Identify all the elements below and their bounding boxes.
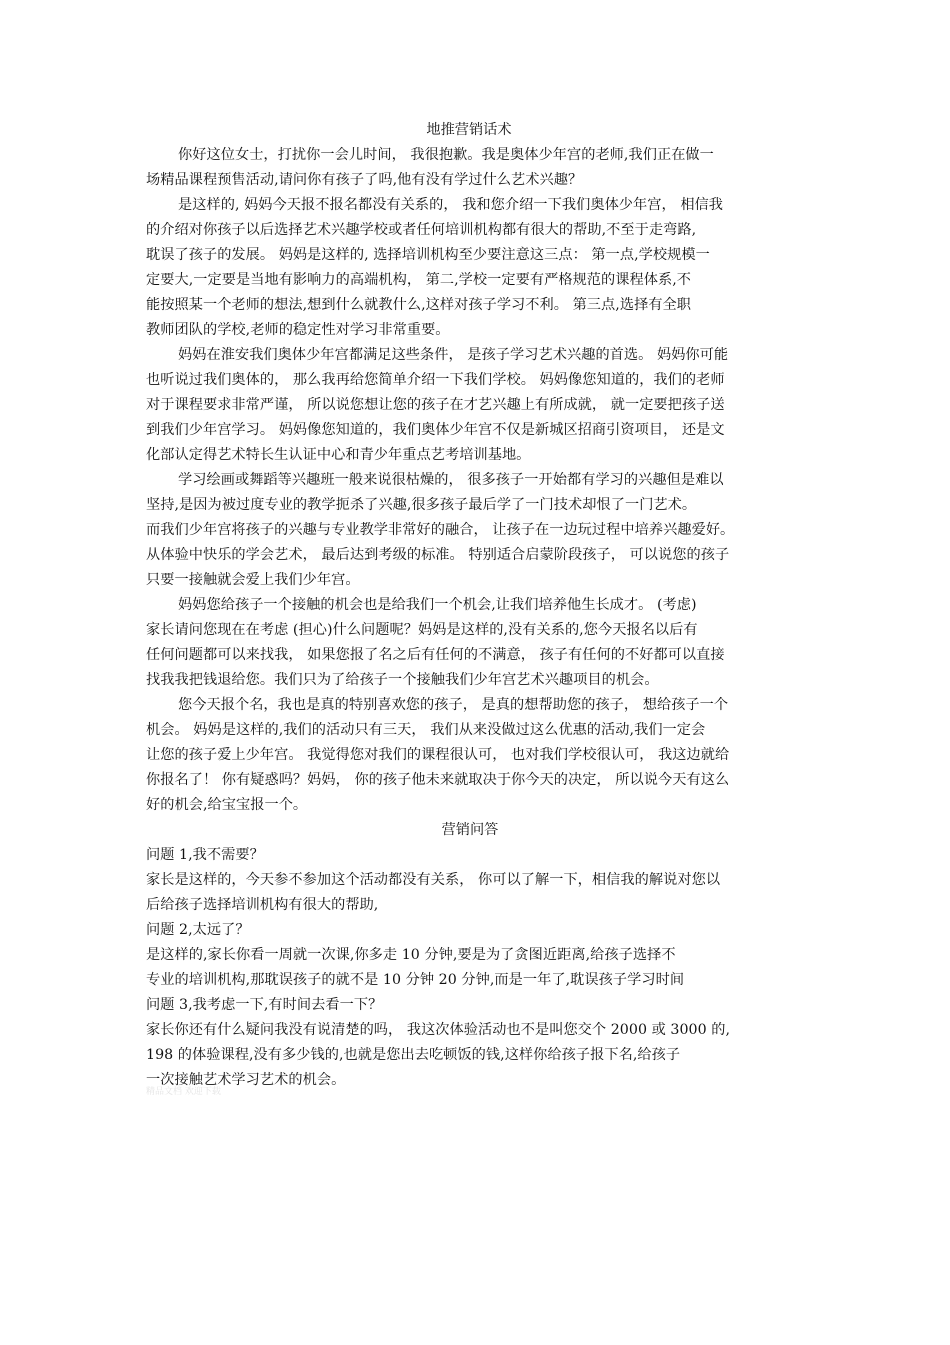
paragraph-line: 好的机会,给宝宝报一个。 xyxy=(146,797,308,813)
paragraph-line: 只要一接触就会爱上我们少年宫。 xyxy=(146,572,360,588)
paragraph-line: 从体验中快乐的学会艺术， 最后达到考级的标准。 特别适合启蒙阶段孩子， 可以说您的孩子 xyxy=(146,547,730,563)
paragraph-line: 坚持,是因为被过度专业的教学扼杀了兴趣,很多孩子最后学了一门技术却恨了一门艺术。 xyxy=(146,497,697,513)
paragraph-line: 对于课程要求非常严谨， 所以说您想让您的孩子在才艺兴趣上有所成就， 就一定要把孩子送 xyxy=(146,397,725,413)
answer-line: 专业的培训机构,那耽误孩子的就不是 10 分钟 20 分钟,而是一年了,耽误孩子学习时间 xyxy=(146,972,685,988)
answer-line: 是这样的,家长你看一周就一次课,你多走 10 分钟,要是为了贪图近距离,给孩子选择不 xyxy=(146,947,676,963)
paragraph-line: 耽误了孩子的发展。 妈妈是这样的, 选择培训机构至少要注意这三点： 第一点,学校规模一 xyxy=(146,247,710,263)
paragraph-line: 你好这位女士，打扰你一会儿时间， 我很抱歉。我是奥体少年宫的老师,我们正在做一 xyxy=(178,147,714,163)
paragraph-line: 你报名了！ 你有疑惑吗？妈妈， 你的孩子他未来就取决于你今天的决定， 所以说今天有这么 xyxy=(146,772,730,788)
document-title: 地推营销话术 xyxy=(426,122,512,138)
paragraph-line: 而我们少年宫将孩子的兴趣与专业教学非常好的融合， 让孩子在一边玩过程中培养兴趣爱好。 xyxy=(146,522,735,538)
paragraph-line: 的介绍对你孩子以后选择艺术兴趣学校或者任何培训机构都有很大的帮助,不至于走弯路, xyxy=(146,222,697,238)
paragraph-line: 妈妈在淮安我们奥体少年宫都满足这些条件， 是孩子学习艺术兴趣的首选。 妈妈你可能 xyxy=(178,347,729,363)
answer-line: 家长你还有什么疑问我没有说清楚的吗， 我这次体验活动也不是叫您交个 2000 或 3000 的, xyxy=(146,1022,731,1038)
answer-line: 198 的体验课程,没有多少钱的,也就是您出去吃顿饭的钱,这样你给孩子报下名,给孩子 xyxy=(146,1047,681,1063)
faint-footer-text: 精品文档 欢迎下载 xyxy=(146,1087,221,1097)
paragraph-line: 机会。 妈妈是这样的,我们的活动只有三天， 我们从来没做过这么优惠的活动,我们一定会 xyxy=(146,722,706,738)
paragraph-line: 化部认定得艺术特长生认证中心和青少年重点艺考培训基地。 xyxy=(146,447,531,463)
paragraph-line: 找我我把钱退给您。我们只为了给孩子一个接触我们少年宫艺术兴趣项目的机会。 xyxy=(146,672,659,688)
paragraph-line: 妈妈您给孩子一个接触的机会也是给我们一个机会,让我们培养他生长成才。 (考虑) xyxy=(178,597,697,613)
paragraph-line: 场精品课程预售活动,请问你有孩子了吗,他有没有学过什么艺术兴趣？ xyxy=(146,172,583,188)
paragraph-line: 是这样的, 妈妈今天报不报名都没有关系的， 我和您介绍一下我们奥体少年宫， 相信我 xyxy=(178,197,724,213)
section-title: 营销问答 xyxy=(441,822,499,838)
paragraph-line: 定要大,一定要是当地有影响力的高端机构， 第二,学校一定要有严格规范的课程体系,不 xyxy=(146,272,692,288)
paragraph-line: 教师团队的学校,老师的稳定性对学习非常重要。 xyxy=(146,322,450,338)
paragraph-line: 到我们少年宫学习。 妈妈像您知道的，我们奥体少年宫不仅是新城区招商引资项目， 还是文 xyxy=(146,422,725,438)
paragraph-line: 任何问题都可以来找我， 如果您报了名之后有任何的不满意， 孩子有任何的不好都可以直接 xyxy=(146,647,725,663)
paragraph-line: 让您的孩子爱上少年宫。 我觉得您对我们的课程很认可， 也对我们学校很认可， 我这边就给 xyxy=(146,747,730,763)
paragraph-line: 家长请问您现在在考虑 (担心)什么问题呢？妈妈是这样的,没有关系的,您今天报名以后有 xyxy=(146,622,698,638)
question-heading: 问题 1,我不需要？ xyxy=(146,847,264,863)
question-heading: 问题 2,太远了？ xyxy=(146,922,250,938)
paragraph-line: 您今天报个名，我也是真的特别喜欢您的孩子， 是真的想帮助您的孩子， 想给孩子一个 xyxy=(178,697,729,713)
answer-line: 后给孩子选择培训机构有很大的帮助, xyxy=(146,897,379,913)
paragraph-line: 能按照某一个老师的想法,想到什么就教什么,这样对孩子学习不利。 第三点,选择有全职 xyxy=(146,297,692,313)
answer-line: 家长是这样的，今天参不参加这个活动都没有关系， 你可以了解一下，相信我的解说对您以 xyxy=(146,872,721,888)
answer-line: 一次接触艺术学习艺术的机会。 xyxy=(146,1072,346,1088)
question-heading: 问题 3,我考虑一下,有时间去看一下？ xyxy=(146,997,383,1013)
paragraph-line: 学习绘画或舞蹈等兴趣班一般来说很枯燥的， 很多孩子一开始都有学习的兴趣但是难以 xyxy=(178,472,724,488)
paragraph-line: 也听说过我们奥体的， 那么我再给您简单介绍一下我们学校。 妈妈像您知道的，我们的老师 xyxy=(146,372,725,388)
